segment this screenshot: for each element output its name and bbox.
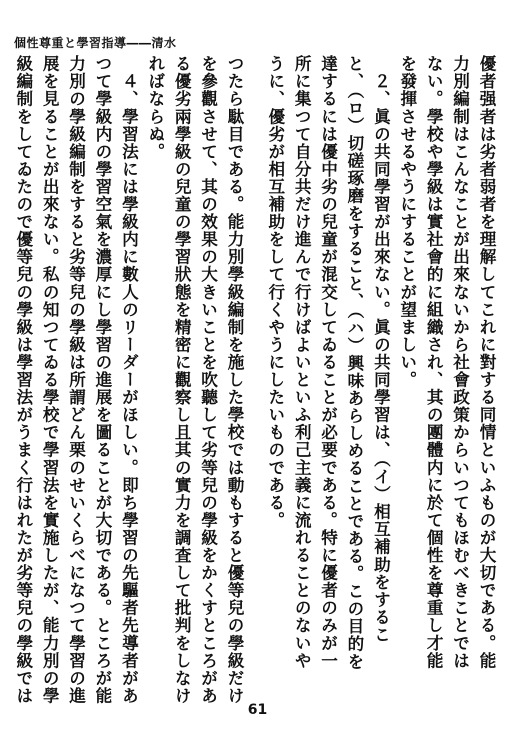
- upper-text-column: 優者强者は劣者弱者を理解してこれに對する同情といふものが大切である。能力別編制はこんなことが出來ないから社會政策からいつてもほむべきことではない。學校や學級は實社會的に組織され、其の團體内に於て個性を尊重し才能を發揮させるやうにすることが望ましい。 ２、眞の共同學習が出來ない。眞の共同學習は、（イ）相互補助をすること、（ロ）切磋琢磨をすること、（ハ）興味あらしめることである。この目的を達するには優中劣の兒童が混交してゐることが必要である。特に優者のみが一所に集つて自分共だけ進んで行けばよいといふ利己主義に流れることのないやうに、優劣が相互補助をして行くやうにしたいものである。: [265, 55, 497, 671]
- lower-text-column: つたら駄目である。能力別學級編制を施した學校では動もすると優等兒の學級だけを參觀させて、其の效果の大きいことを吹聽して劣等兒の學級をかくすところがある優劣兩學級の兒童の學習狀態を精密に觀察し且其の實力を調査して批判をしなければならぬ。 ４、學習法には學級内に數人のリーダーがほしい。即ち學習の先驅者先導者があつて學級内の學習空氣を濃厚にし學習の進展を圖ることが大切である。ところが能力別の學級編制をすると劣等兒の學級は所謂どん栗のせいくらべになつて學習の進展を見ることが出來ない。私の知つてゐる學校で學習法を實施したが、能力別の學級編制をしてゐたので優等兒の學級は學習法がうまく行はれたが劣等兒の學級では: [13, 55, 245, 705]
- page-number: 61: [247, 702, 268, 718]
- running-header: 個性尊重と學習指導――清水: [14, 36, 177, 50]
